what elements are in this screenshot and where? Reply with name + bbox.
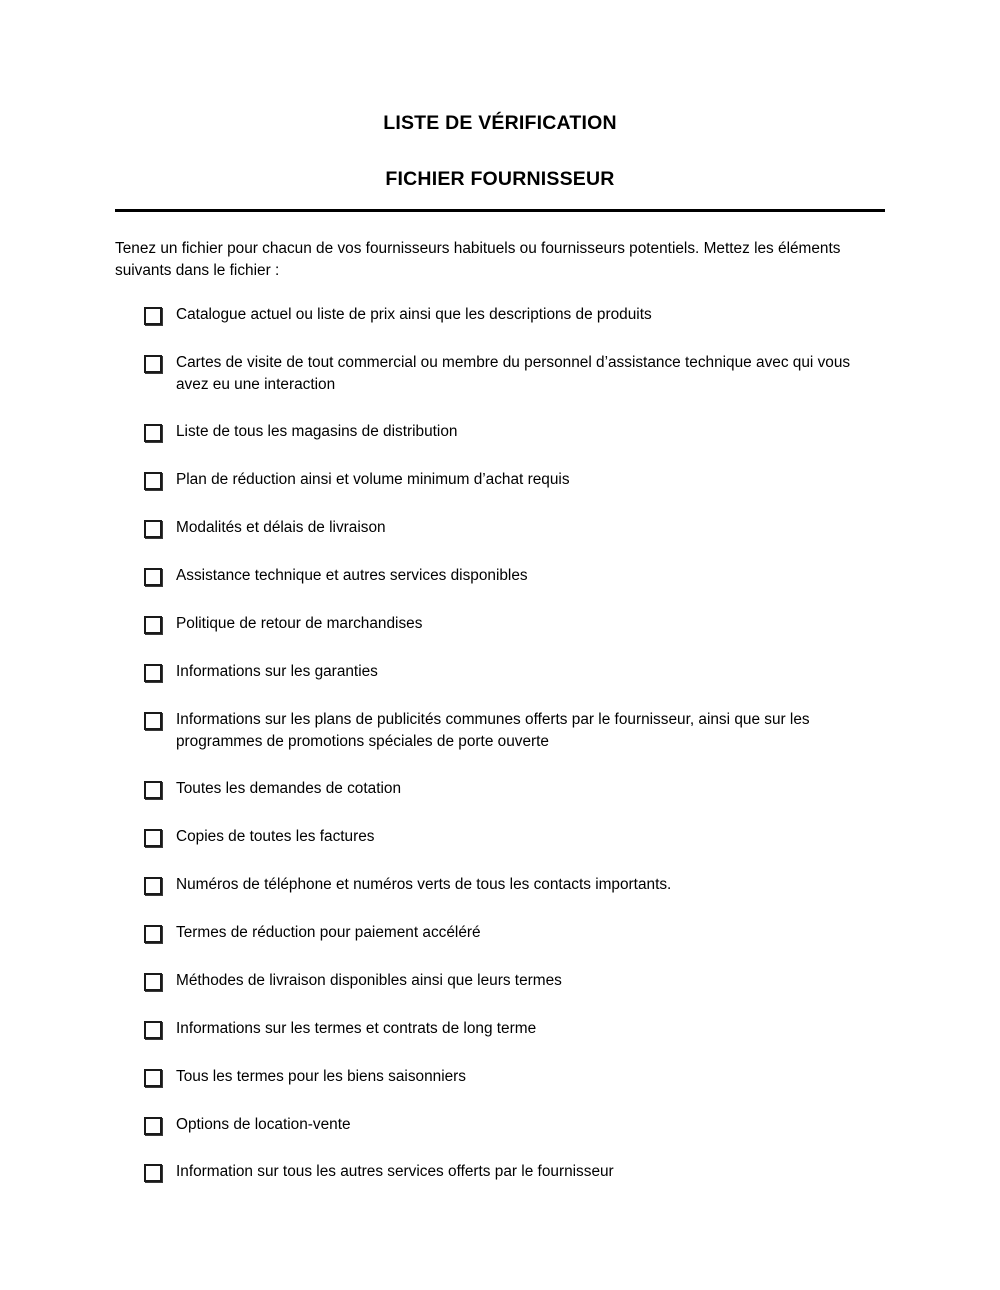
list-item[interactable]: [115, 1018, 885, 1040]
list-item[interactable]: [115, 1161, 885, 1183]
checkbox-icon[interactable]: [144, 568, 162, 586]
page-title: LISTE DE VÉRIFICATION: [383, 112, 617, 134]
page-subtitle: FICHIER FOURNISSEUR: [385, 168, 615, 190]
checkbox-icon[interactable]: [144, 829, 162, 847]
intro-paragraph: Tenez un fichier pour chacun de vos fournisseurs habituels ou fournisseurs potentiels. Mettez les éléments suivants dans le fichier :: [115, 240, 841, 279]
list-item-label: Informations sur les termes et contrats de long terme: [176, 1019, 537, 1037]
list-item-label: Catalogue actuel ou liste de prix ainsi que les descriptions de produits: [176, 305, 652, 323]
list-item[interactable]: [115, 421, 885, 443]
checkbox-icon[interactable]: [144, 664, 162, 682]
checkbox-icon[interactable]: [144, 973, 162, 991]
list-item[interactable]: [115, 1114, 885, 1136]
checkbox-icon[interactable]: [144, 712, 162, 730]
checkbox-icon[interactable]: [144, 424, 162, 442]
list-item[interactable]: [115, 778, 885, 800]
list-item-label: Informations sur les plans de publicités communes offerts par le fournisseur, ainsi que sur les programmes de promotions spéciales de porte ouverte: [176, 710, 810, 750]
list-item[interactable]: [115, 517, 885, 539]
list-item[interactable]: [115, 469, 885, 491]
checkbox-icon[interactable]: [144, 925, 162, 943]
checkbox-icon[interactable]: [144, 1069, 162, 1087]
checkbox-icon[interactable]: [144, 1164, 162, 1182]
list-item[interactable]: [115, 826, 885, 848]
list-item-label: Information sur tous les autres services offerts par le fournisseur: [176, 1163, 614, 1181]
checklist: [115, 304, 885, 1184]
checkbox-icon[interactable]: [144, 781, 162, 799]
list-item[interactable]: [115, 970, 885, 992]
list-item-label: Informations sur les garanties: [176, 662, 378, 680]
checkbox-icon[interactable]: [144, 877, 162, 895]
list-item[interactable]: [115, 613, 885, 635]
list-item-label: Toutes les demandes de cotation: [176, 780, 402, 798]
list-item-label: Assistance technique et autres services disponibles: [176, 567, 528, 584]
checkbox-icon[interactable]: [144, 472, 162, 490]
list-item-label: Copies de toutes les factures: [176, 828, 375, 846]
checkbox-icon[interactable]: [144, 1117, 162, 1135]
list-item[interactable]: [115, 1066, 885, 1088]
list-item[interactable]: [115, 709, 885, 753]
list-item-label: Tous les termes pour les biens saisonniers: [176, 1067, 466, 1085]
list-item[interactable]: [115, 922, 885, 944]
list-item[interactable]: [115, 661, 885, 683]
list-item[interactable]: [115, 874, 885, 896]
list-item-label: Politique de retour de marchandises: [176, 614, 423, 632]
list-item-label: Méthodes de livraison disponibles ainsi que leurs termes: [176, 971, 562, 989]
horizontal-divider: [115, 209, 885, 212]
list-item-label: Cartes de visite de tout commercial ou membre du personnel d’assistance technique avec qui vous avez eu une interaction: [176, 353, 851, 393]
list-item-label: Numéros de téléphone et numéros verts de tous les contacts importants.: [176, 876, 672, 894]
list-item[interactable]: [115, 565, 885, 587]
list-item[interactable]: [115, 352, 885, 396]
checkbox-icon[interactable]: [144, 307, 162, 325]
list-item-label: Liste de tous les magasins de distribution: [176, 423, 458, 441]
checkbox-icon[interactable]: [144, 520, 162, 538]
checkbox-icon[interactable]: [144, 616, 162, 634]
checkbox-icon[interactable]: [144, 1021, 162, 1039]
list-item-label: Options de location-vente: [176, 1115, 351, 1133]
list-item-label: Plan de réduction ainsi et volume minimum d’achat requis: [176, 471, 570, 489]
list-item-label: Modalités et délais de livraison: [176, 519, 386, 537]
list-item-label: Termes de réduction pour paiement accéléré: [176, 924, 481, 941]
list-item[interactable]: [115, 304, 885, 326]
checkbox-icon[interactable]: [144, 355, 162, 373]
